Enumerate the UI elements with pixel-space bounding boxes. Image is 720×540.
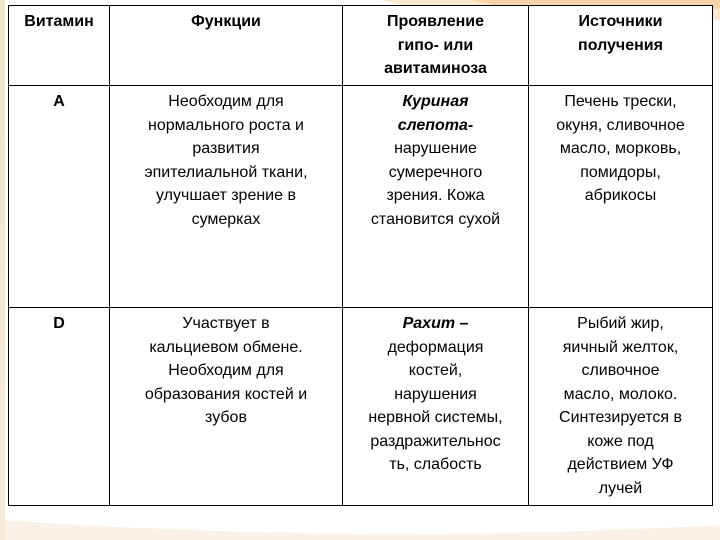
vitamin-name-cell: А	[9, 86, 110, 308]
vitamin-name-cell: D	[9, 308, 110, 506]
deficiency-cell	[343, 308, 529, 506]
deficiency-term: Куриная слепота-	[397, 93, 474, 134]
header-functions: Функции	[110, 6, 343, 86]
header-vitamin: Витамин	[9, 6, 110, 86]
deficiency-cell	[343, 86, 529, 308]
header-sources: Источники получения	[529, 6, 713, 86]
deficiency-description: нарушение сумеречного зрения. Кожа становится сухой	[370, 140, 501, 228]
table-header-row	[9, 6, 713, 86]
sources-cell: Рыбий жир, яичный желток, сливочное масло, молоко. Синтезируется в коже под действием УФ лучей	[529, 308, 713, 506]
header-deficiency: Проявление гипо- или авитаминоза	[343, 6, 529, 86]
functions-cell: Участвует в кальциевом обмене. Необходим для образования костей и зубов	[110, 308, 343, 506]
sources-cell: Печень трески, окуня, сливочное масло, морковь, помидоры, абрикосы	[529, 86, 713, 308]
table-row	[9, 308, 713, 506]
vitamins-table	[8, 5, 713, 506]
table-row	[9, 86, 713, 308]
deficiency-description: деформация костей, нарушения нервной системы, раздражительнос ть, слабость	[368, 338, 503, 473]
functions-cell: Необходим для нормального роста и развития эпителиальной ткани, улучшает зрение в сумерках	[110, 86, 343, 308]
deficiency-term: Рахит –	[402, 315, 469, 332]
